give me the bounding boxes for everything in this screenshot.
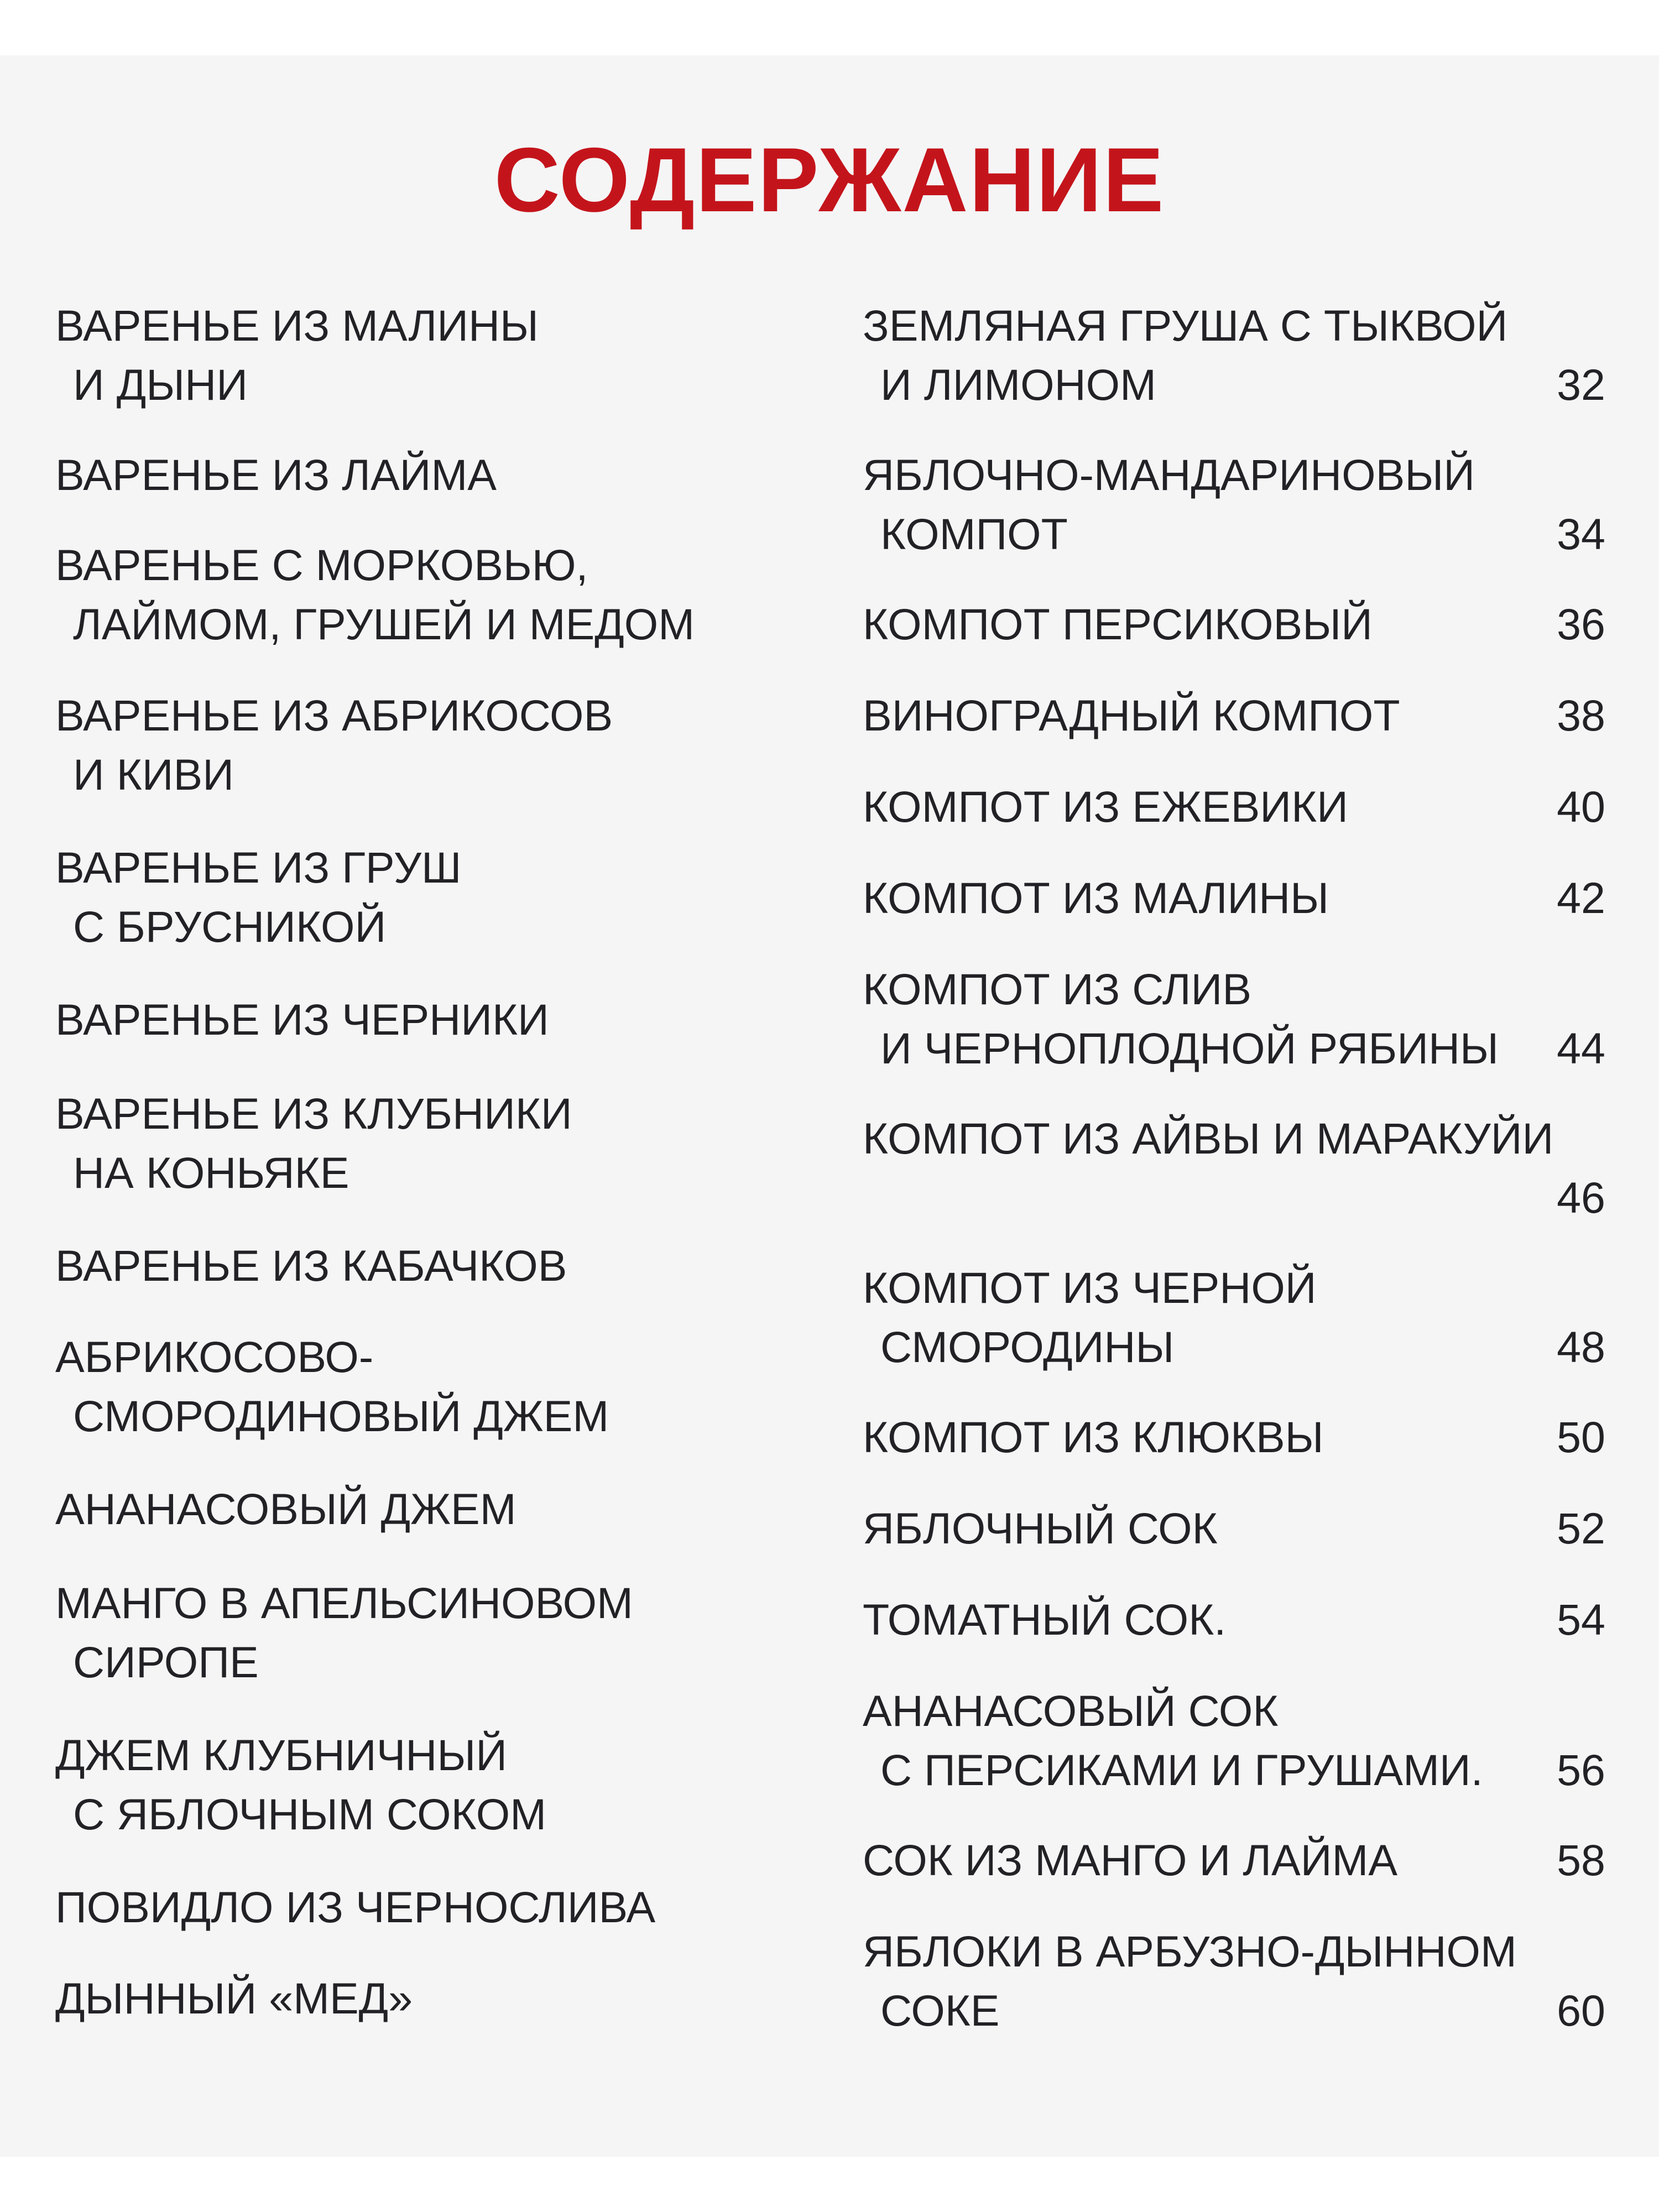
toc-entry-title-continued: И ДЫНИ xyxy=(73,360,248,409)
toc-page-number: 32 xyxy=(1557,360,1605,409)
toc-entry-title: АБРИКОСОВО- xyxy=(55,1332,374,1381)
toc-entry-title: ВИНОГРАДНЫЙ КОМПОТ xyxy=(863,691,1400,740)
toc-entry-title: ДЖЕМ КЛУБНИЧНЫЙ xyxy=(55,1730,508,1780)
toc-page-number: 38 xyxy=(1557,691,1605,740)
toc-entry-title: ВАРЕНЬЕ ИЗ ГРУШ xyxy=(55,843,462,892)
toc-entry-title: КОМПОТ ИЗ ЕЖЕВИКИ xyxy=(863,782,1348,831)
toc-entry xyxy=(863,445,1475,564)
toc-entry xyxy=(863,1590,1226,1649)
toc-page-number: 40 xyxy=(1557,782,1605,831)
toc-entry-title: ЯБЛОКИ В АРБУЗНО-ДЫННОМ xyxy=(863,1927,1517,1976)
toc-entry-title: КОМПОТ ИЗ МАЛИНЫ xyxy=(863,873,1329,922)
toc-entry-title-continued: СОКЕ xyxy=(880,1986,1000,2035)
toc-page-number: 46 xyxy=(1557,1173,1605,1222)
toc-entry xyxy=(863,1681,1483,1799)
toc-entry-title-continued: СМОРОДИНЫ xyxy=(880,1322,1175,1371)
toc-entry xyxy=(863,1830,1397,1890)
toc-entry-title-continued: И ЛИМОНОМ xyxy=(880,360,1156,409)
toc-entry-title-continued: С ЯБЛОЧНЫМ СОКОМ xyxy=(73,1790,547,1839)
toc-entry-title: ВАРЕНЬЕ С МОРКОВЬЮ, xyxy=(55,540,588,589)
toc-page-number: 50 xyxy=(1557,1412,1605,1462)
toc-entry-title: АНАНАСОВЫЙ СОК xyxy=(863,1686,1279,1735)
toc-entry-title: СОК ИЗ МАНГО И ЛАЙМА xyxy=(863,1835,1398,1885)
toc-entry-title-continued: С ПЕРСИКАМИ И ГРУШАМИ. xyxy=(880,1745,1483,1794)
toc-entry-title-continued: НА КОНЬЯКЕ xyxy=(73,1148,349,1197)
toc-entry-title: КОМПОТ ИЗ СЛИВ xyxy=(863,964,1252,1014)
toc-page-number: 54 xyxy=(1557,1595,1605,1644)
toc-entry-title: КОМПОТ ИЗ АЙВЫ И МАРАКУЙИ xyxy=(863,1114,1554,1163)
toc-entry xyxy=(863,1109,1553,1227)
toc-entry-title: ЯБЛОЧНЫЙ СОК xyxy=(863,1504,1218,1553)
toc-entry-title: КОМПОТ ИЗ ЧЕРНОЙ xyxy=(863,1263,1317,1312)
toc-entry-title-continued: И КИВИ xyxy=(73,750,234,799)
toc-entry xyxy=(863,1407,1324,1467)
toc-entry-title: ВАРЕНЬЕ ИЗ ЧЕРНИКИ xyxy=(55,995,549,1044)
toc-entry-title: ДЫННЫЙ «МЕД» xyxy=(55,1974,413,2023)
toc-page-number: 34 xyxy=(1557,509,1605,559)
toc-entry-title: ВАРЕНЬЕ ИЗ ЛАЙМА xyxy=(55,450,497,499)
toc-entry-title-continued: И ЧЕРНОПЛОДНОЙ РЯБИНЫ xyxy=(880,1024,1499,1073)
toc-entry-title: ВАРЕНЬЕ ИЗ КАБАЧКОВ xyxy=(55,1241,567,1290)
toc-entry xyxy=(863,1258,1317,1376)
toc-entry-title: ТОМАТНЫЙ СОК. xyxy=(863,1595,1227,1644)
toc-entry-title-continued: С БРУСНИКОЙ xyxy=(73,902,387,951)
toc-entry-title: МАНГО В АПЕЛЬСИНОВОМ xyxy=(55,1578,633,1627)
toc-page-number: 56 xyxy=(1557,1745,1605,1794)
toc-entry-title-continued: СИРОПЕ xyxy=(73,1637,259,1687)
toc-entry-title: ПОВИДЛО ИЗ ЧЕРНОСЛИВА xyxy=(55,1882,656,1932)
toc-page-number: 58 xyxy=(1557,1835,1605,1885)
toc-entry-title: АНАНАСОВЫЙ ДЖЕМ xyxy=(55,1484,517,1533)
toc-entry-title: КОМПОТ ПЕРСИКОВЫЙ xyxy=(863,599,1373,649)
page-title: СОДЕРЖАНИЕ xyxy=(494,129,1165,231)
toc-page-number: 36 xyxy=(1557,599,1605,649)
toc-entry-title: ЯБЛОЧНО-МАНДАРИНОВЫЙ xyxy=(863,450,1475,499)
toc-entry-title: ВАРЕНЬЕ ИЗ КЛУБНИКИ xyxy=(55,1089,572,1138)
toc-entry-title-continued: КОМПОТ xyxy=(880,509,1068,559)
toc-entry-title-continued: СМОРОДИНОВЫЙ ДЖЕМ xyxy=(73,1391,609,1441)
toc-entry xyxy=(863,777,1348,836)
toc-page-number: 52 xyxy=(1557,1504,1605,1553)
toc-entry-title-continued: ЛАЙМОМ, ГРУШЕЙ И МЕДОМ xyxy=(73,599,695,649)
toc-entry xyxy=(863,868,1329,927)
toc-entry-title: КОМПОТ ИЗ КЛЮКВЫ xyxy=(863,1412,1324,1462)
toc-page-number: 60 xyxy=(1557,1986,1605,2035)
toc-entry-title: ЗЕМЛЯНАЯ ГРУША С ТЫКВОЙ xyxy=(863,301,1508,350)
toc-page-number: 42 xyxy=(1557,873,1605,922)
toc-entry-title: ВАРЕНЬЕ ИЗ МАЛИНЫ xyxy=(55,301,539,350)
toc-entry xyxy=(863,1499,1218,1558)
toc-entry xyxy=(863,594,1373,654)
toc-page-number: 44 xyxy=(1557,1024,1605,1073)
toc-entry-title-continued xyxy=(863,1168,1553,1227)
toc-entry xyxy=(863,959,1499,1078)
toc-entry xyxy=(863,296,1507,414)
toc-entry xyxy=(863,686,1400,745)
toc-page-number: 48 xyxy=(1557,1322,1605,1371)
toc-entry-title: ВАРЕНЬЕ ИЗ АБРИКОСОВ xyxy=(55,691,613,740)
toc-entry xyxy=(863,1922,1517,2040)
